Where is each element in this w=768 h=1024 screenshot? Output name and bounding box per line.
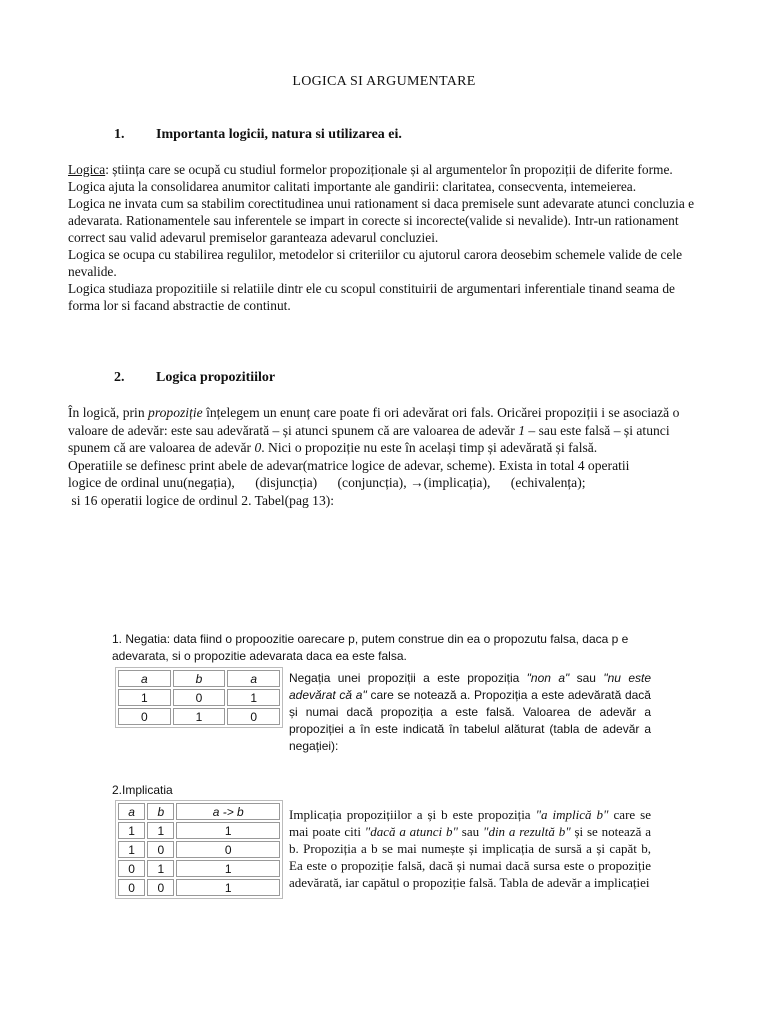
table-header-cell: b (173, 670, 226, 687)
table-header-cell: b (147, 803, 174, 820)
table-header-row (118, 670, 280, 687)
section-2-heading (114, 370, 275, 386)
table-header-cell: a (227, 670, 280, 687)
logic-definition (68, 161, 698, 178)
text-run: În logică, prin (68, 405, 149, 420)
proposition-term: propoziție (148, 405, 203, 420)
section-1-paragraph-5: Logica studiaza propozitiile si relatiile dintr ele cu scopul constituirii de argumentari inferentiale tinand seama de forma lor si facand abstractie de continut. (68, 281, 675, 313)
table-header-cell: a (118, 670, 171, 687)
table-cell: 0 (227, 708, 280, 725)
table-cell: 1 (176, 822, 280, 839)
text-run: care se mai poate citi (289, 807, 652, 839)
text-run: . Nici o propoziție nu este în același timp și adevărată și falsă. (261, 440, 598, 455)
text-run: și se notează a b. Propoziția a b se mai numește și implicația de sursă a și capăt b, Ea este o propoziție falsă, dacă și numai dacă sursa este o propoziție adevărată, iar capătul o propoziție falsă. Tabla de adevăr a implicației (289, 824, 651, 890)
section-2-title: Logica propozitiilor (156, 370, 276, 385)
table-header-cell: a (118, 803, 145, 820)
table-row (118, 860, 280, 877)
table-cell: 1 (118, 822, 145, 839)
negation-truth-table (115, 667, 283, 728)
logic-term: Logica (68, 162, 106, 177)
operations-line-3: si 16 operatii logice de ordinul 2. Tabel(pag 13): (68, 492, 335, 508)
table-row (118, 822, 280, 839)
text-run: sau (569, 671, 604, 685)
quote-if-a-then-b: "dacă a atunci b" (364, 824, 458, 839)
table-cell: 1 (176, 860, 280, 877)
section-1-title: Importanta logicii, natura si utilizarea ei. (156, 127, 402, 142)
table-cell: 1 (147, 860, 174, 877)
implication-explanation (289, 806, 651, 891)
implication-truth-table (115, 800, 283, 899)
text-run: Implicația propozițiilor a și b este propoziția (289, 807, 536, 822)
table-cell: 0 (118, 879, 145, 896)
table-cell: 0 (173, 689, 226, 706)
table-cell: 0 (147, 841, 174, 858)
table-cell: 0 (176, 841, 280, 858)
text-run: care se notează a. Propoziția a este adevărată dacă și numai dacă propoziția a este falsă. Valoarea de adevăr a propoziției a în este indicată în tabelul alăturat (tabla de adevăr a negației): (289, 688, 651, 753)
truth-value-one: 1 (518, 422, 526, 438)
table-row (118, 879, 280, 896)
section-2-body (68, 404, 700, 509)
table-header-row (118, 803, 280, 820)
page-title: LOGICA SI ARGUMENTARE (292, 74, 476, 89)
table-cell: 1 (147, 822, 174, 839)
table-header-cell: a -> b (176, 803, 280, 820)
quote-non-a: "non a" (526, 671, 570, 685)
section-1-heading (114, 127, 402, 143)
table-cell: 1 (176, 879, 280, 896)
section-1-paragraph-3: Logica ne invata cum sa stabilim corectitudinea unui rationament si daca premisele sunt adevarate atunci concluzia e adevarata. Rationamentele sau inferentele se impart in corecte si incorecte(valide si nevalide). Intr-un rationament correct sau valid adevarul premiselor garanteaza adevarul concluziei. (68, 196, 695, 245)
table-row (118, 841, 280, 858)
table-row (118, 708, 280, 725)
quote-not-true: "nu este adevărat că a" (289, 671, 652, 702)
section-1-paragraph-2: Logica ajuta la consolidarea anumitor calitati importante ale gandirii: claritatea, consecventa, intemeierea. (68, 179, 637, 194)
logic-definition-text: : știința care se ocupă cu studiul formelor propoziționale și al argumentelor în propoziții de diferite forme. (105, 162, 673, 177)
truth-value-zero: 0 (254, 440, 262, 455)
quote-from-a-follows-b: "din a rezultă b" (482, 824, 571, 839)
table-cell: 0 (147, 879, 174, 896)
section-1-body (68, 161, 698, 314)
text-run: înțelegem un enunț care poate fi ori adevărat ori fals. Oricărei propoziții i se asociază o valoare de adevăr: este sau adevărată – și atunci spunem că are valoarea de adevăr (68, 405, 680, 438)
section-1-number: 1. (114, 127, 125, 142)
table-cell: 1 (173, 708, 226, 725)
text-run: Negația unei propoziții a este propoziția (289, 671, 527, 685)
table-cell: 0 (118, 860, 145, 877)
negation-intro: 1. Negatia: data fiind o propoozitie oarecare p, putem construe din ea o propozutu falsa, daca p e adevarata, si o propozitie adevarata daca ea este falsa. (112, 632, 629, 663)
table-cell: 1 (118, 841, 145, 858)
operations-line-1: Operatiile se definesc print abele de adevar(matrice logice de adevar, scheme). Exista in total 4 operatii (68, 457, 630, 473)
section-1-paragraph-4: Logica se ocupa cu stabilirea regulilor, metodelor si criteriilor cu ajutorul carora deosebim schemele valide de cele nevalide. (68, 247, 683, 279)
negation-explanation (289, 670, 651, 755)
table-cell: 1 (227, 689, 280, 706)
implication-label: 2.Implicatia (112, 783, 173, 797)
table-cell: 1 (118, 689, 171, 706)
section-2-number: 2. (114, 370, 125, 385)
table-row (118, 689, 280, 706)
table-cell: 0 (118, 708, 171, 725)
text-run: sau (457, 824, 483, 839)
text-run: – sau este falsă – și atunci spunem că are valoarea de adevăr (68, 422, 670, 455)
quote-a-implies-b: "a implică b" (535, 807, 609, 822)
operations-line-2: logice de ordinal unu(negația), (disjuncția) (conjuncția), →(implicația), (echivalența); (68, 475, 586, 490)
proposition-definition (68, 404, 700, 457)
